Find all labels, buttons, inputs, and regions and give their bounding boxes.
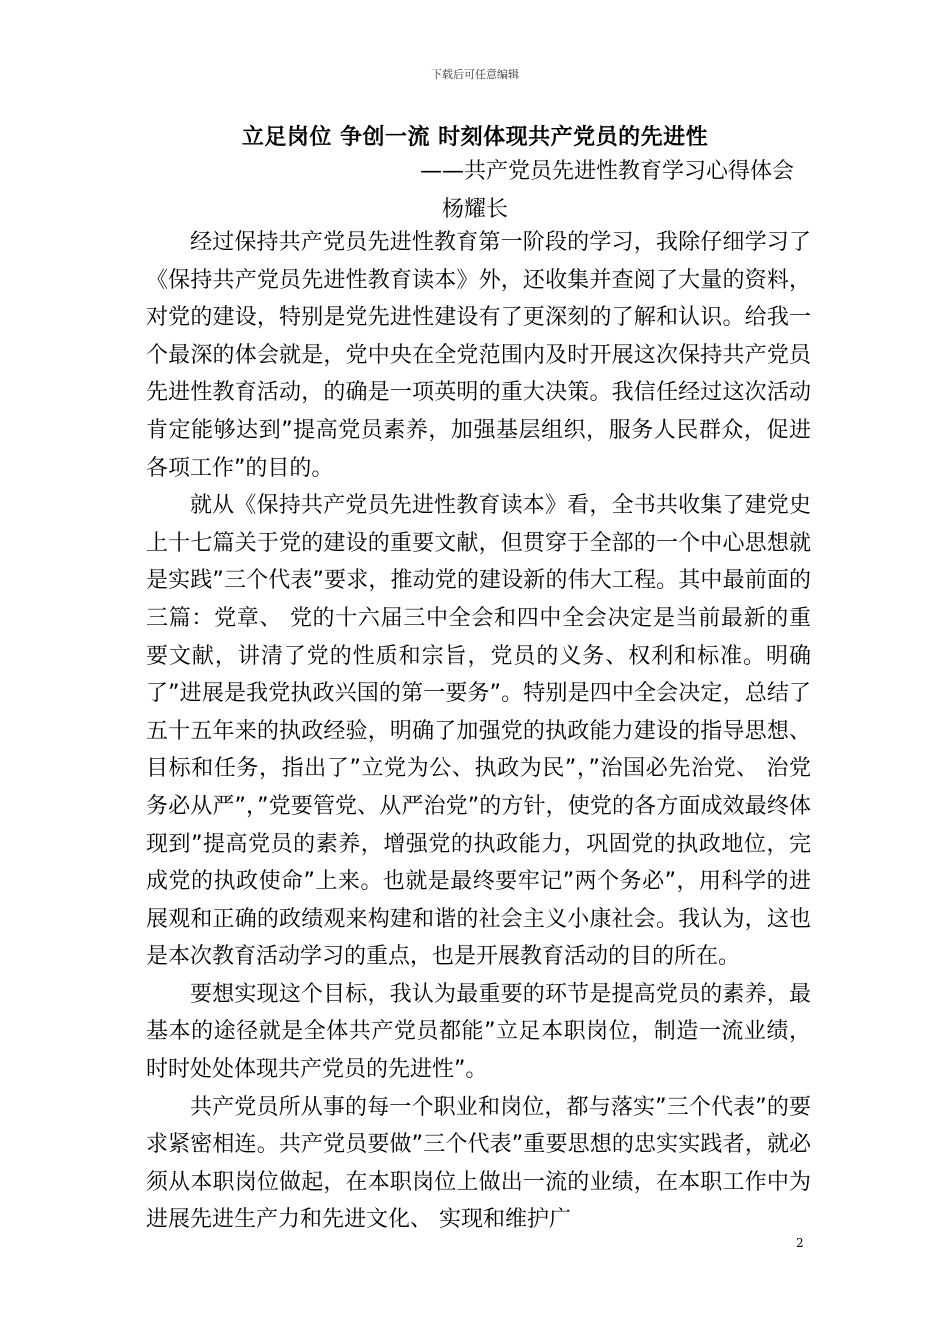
paragraph: 就从《保持共产党员先进性教育读本》看，全书共收集了建党史上十七篇关于党的建设的重要文献，但贯穿于全部的一个中心思想就是实践”三个代表”要求，推动党的建设新的伟大工程。其中最前面的三篇：党章、 党的十六届三中全会和四中全会决定是当前最新的重要文献，讲清了党的性质和宗旨，党员的义务、权利和标准。明确了”进展是我党执政兴国的第一要务”。特别是四中全会决定，总结了五十五年来的执政经验，明确了加强党的执政能力建设的指导思想、 目标和任务，指出了”立党为公、执政为民”，”治国必先治党、 治党务必从严”，”党要管党、从严治党”的方针，使党的各方面成效最终体现到”提高党员的素养，增强党的执政能力，巩固党的执政地位，完成党的执政使命”上来。也就是最终要牢记”两个务必”，用科学的进展观和正确的政绩观来构建和谐的社会主义小康社会。我认为，这也是本次教育活动学习的重点，也是开展教育活动的目的所在。 bbox=[146, 493, 811, 970]
document-subtitle: ——共产党员先进性教育学习心得体会 bbox=[420, 159, 795, 184]
paragraph: 要想实现这个目标，我认为最重要的环节是提高党员的素养，最基本的途径就是全体共产党员都能”立足本职岗位，制造一流业绩，时时处处体现共产党员的先进性”。 bbox=[146, 981, 811, 1083]
author-name: 杨耀长 bbox=[441, 197, 508, 222]
paragraph: 共产党员所从事的每一个职业和岗位，都与落实”三个代表”的要求紧密相连。共产党员要做”三个代表”重要思想的忠实实践者，就必须从本职岗位做起，在本职岗位上做出一流的业绩，在本职工作中为进展先进生产力和先进文化、 实现和维护广 bbox=[146, 1094, 811, 1233]
document-title: 立足岗位 争创一流 时刻体现共产党员的先进性 bbox=[241, 125, 709, 150]
header-note: 下载后可任意编辑 bbox=[431, 68, 519, 81]
document-body bbox=[146, 224, 811, 1239]
page-number: 2 bbox=[796, 1236, 804, 1250]
paragraph: 经过保持共产党员先进性教育第一阶段的学习，我除仔细学习了《保持共产党员先进性教育读本》外，还收集并查阅了大量的资料，对党的建设，特别是党先进性建设有了更深刻的了解和认识。给我一个最深的体会就是，党中央在全党范围内及时开展这次保持共产党员先进性教育活动，的确是一项英明的重大决策。我信任经过这次活动肯定能够达到”提高党员素养，加强基层组织，服务人民群众，促进各项工作”的目的。 bbox=[146, 230, 811, 481]
